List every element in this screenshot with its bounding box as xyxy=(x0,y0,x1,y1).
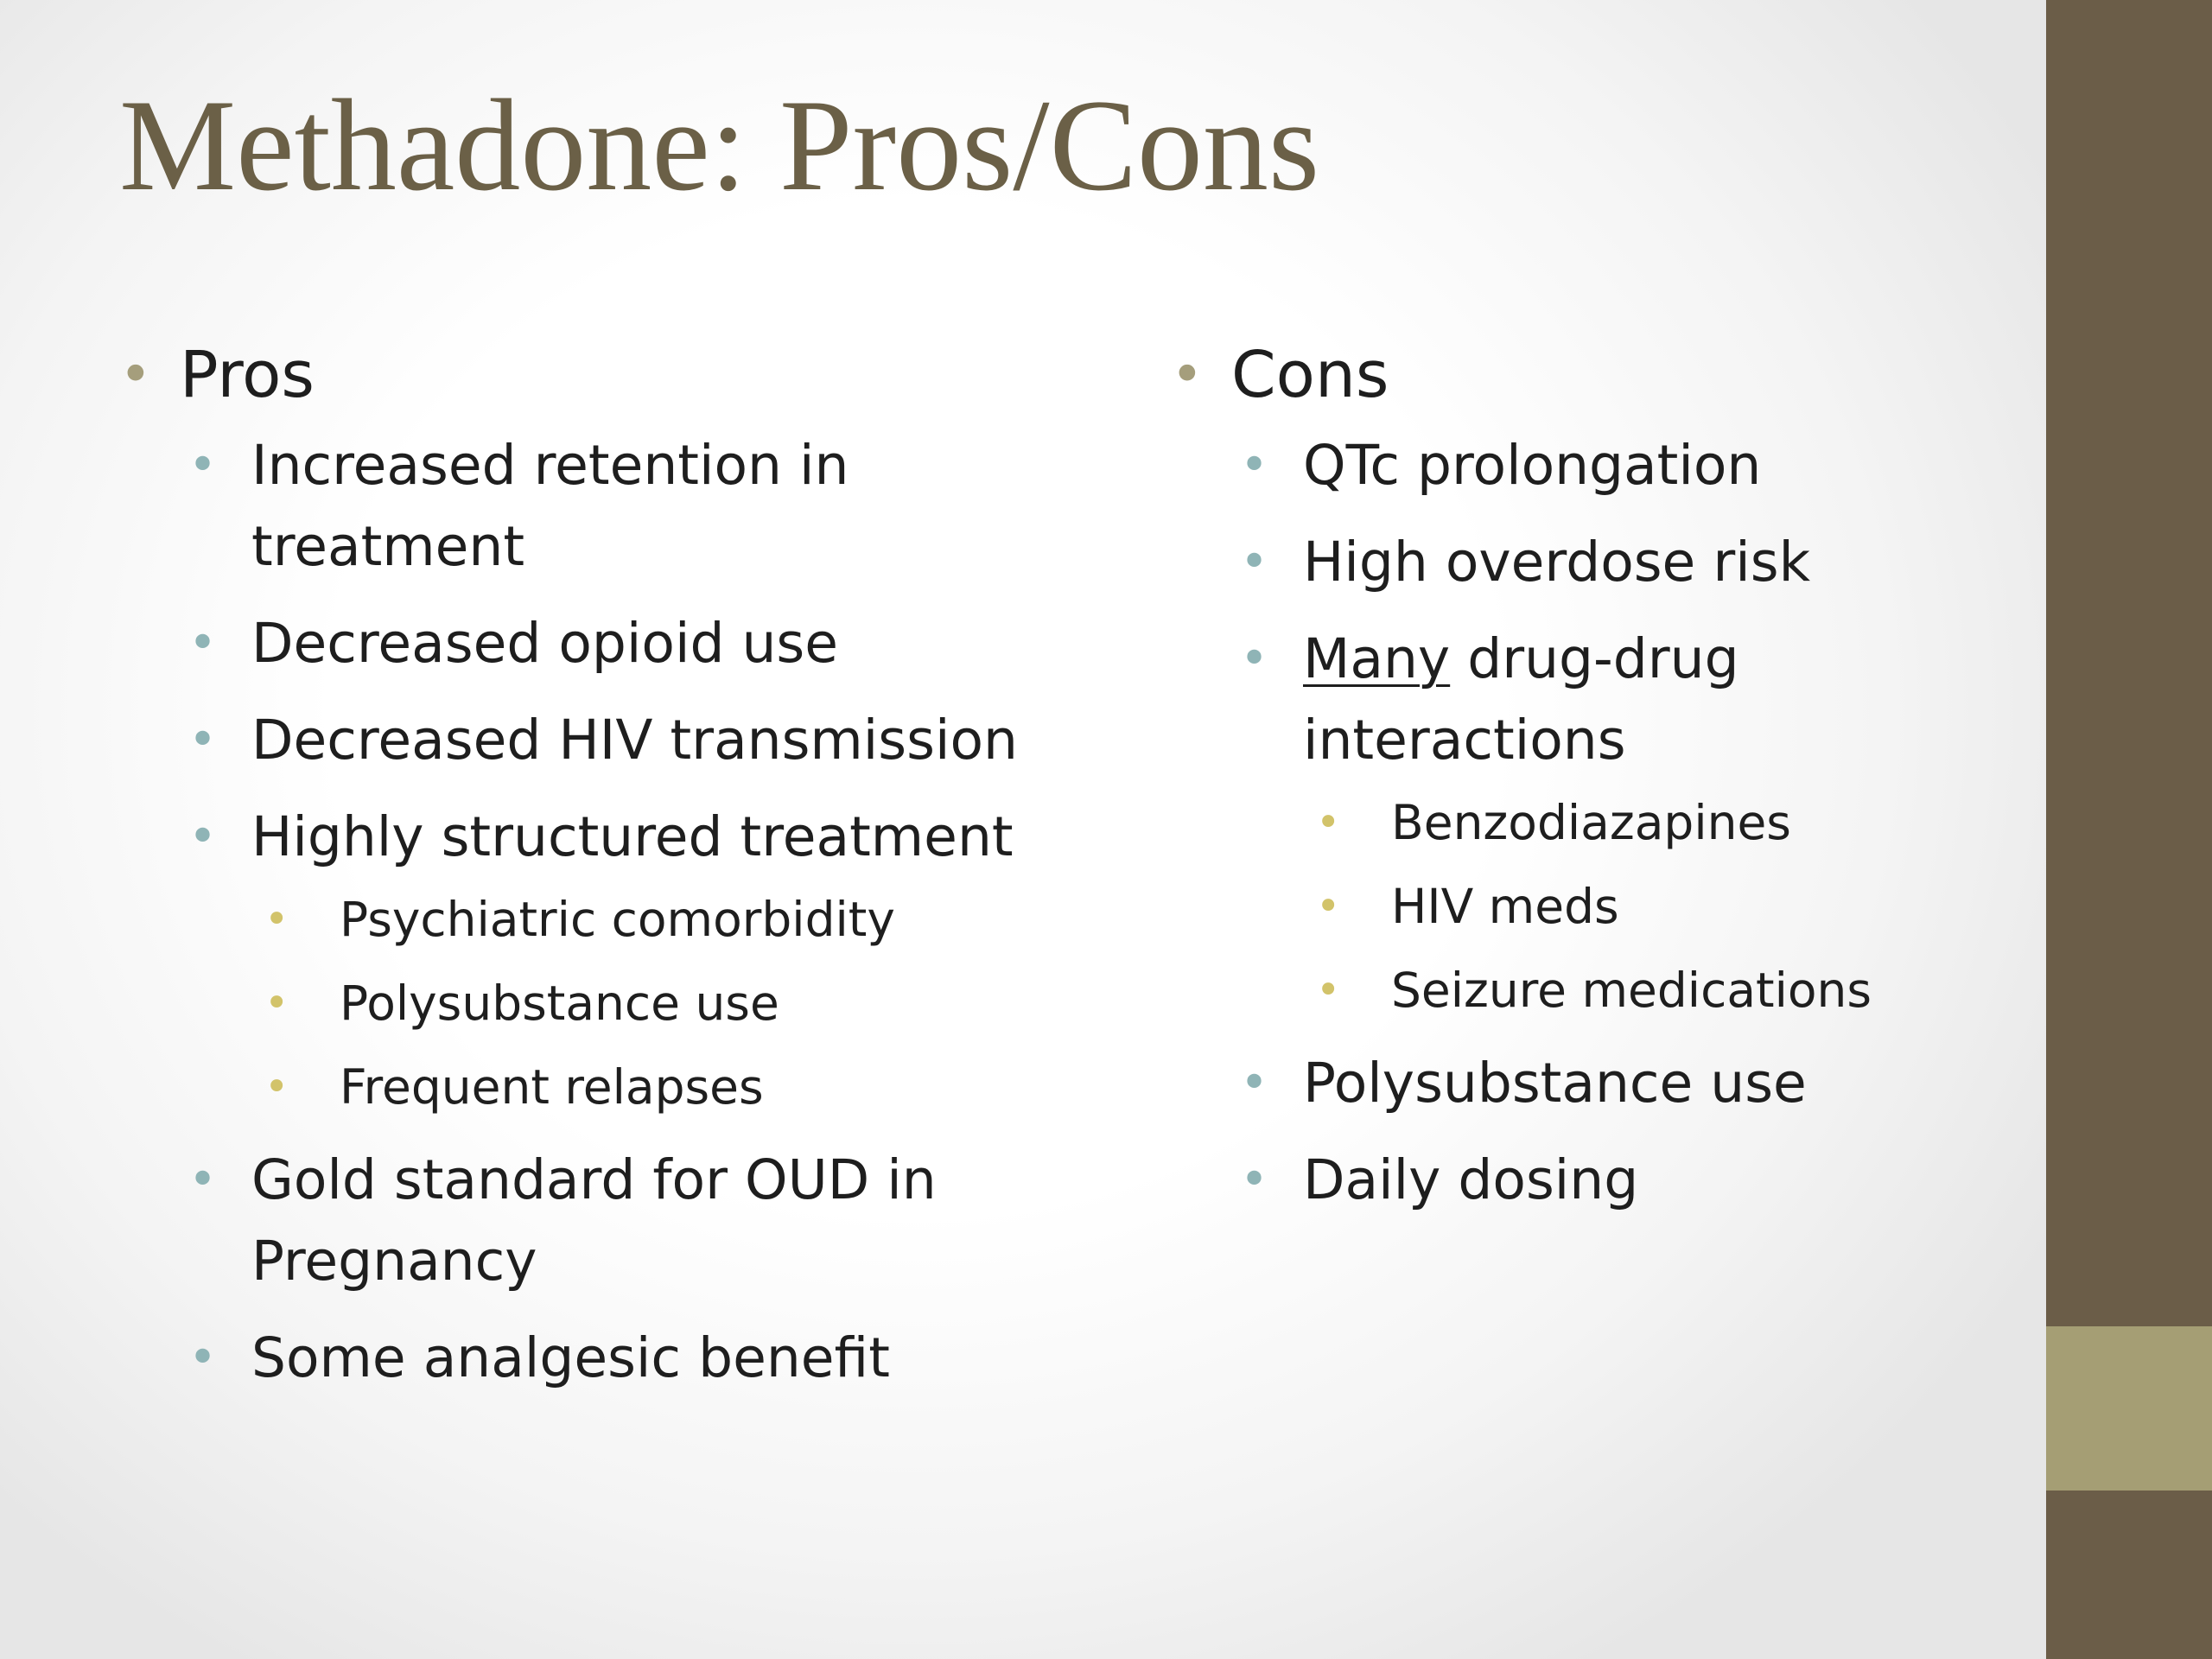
sub-list-item xyxy=(251,962,1139,1046)
bullet-icon: • xyxy=(188,615,218,671)
list-item-text: High overdose risk xyxy=(1303,531,1811,594)
sub-list xyxy=(1303,781,2035,1033)
emphasis-text: Many xyxy=(1303,627,1451,690)
list-item xyxy=(1231,619,2035,1033)
list-item xyxy=(1231,1140,2035,1221)
bullet-icon: • xyxy=(188,437,218,493)
bullet-icon: • xyxy=(188,712,218,768)
bullet-icon: • xyxy=(1316,882,1341,931)
list-item xyxy=(180,700,1139,781)
bullet-icon: • xyxy=(188,1152,218,1208)
list-item-text: QTc prolongation xyxy=(1303,434,1762,497)
bullet-icon: • xyxy=(264,895,289,944)
cons-heading: Cons xyxy=(1231,338,1389,412)
bullet-icon: • xyxy=(1240,1152,1269,1208)
sub-list-item xyxy=(1303,781,2035,865)
sub-list-item xyxy=(1303,865,2035,949)
bullet-icon: • xyxy=(1316,798,1341,847)
list-item-text: drug-drug interactions xyxy=(1303,627,1739,772)
list-item-text: Decreased HIV transmission xyxy=(251,709,1018,772)
pros-list xyxy=(180,425,1139,1399)
list-item-text: Highly structured treatment xyxy=(251,805,1014,868)
list-item-text: Polysubstance use xyxy=(1303,1052,1807,1115)
sub-list-item-text: Seizure medications xyxy=(1391,963,1872,1018)
bullet-icon: • xyxy=(1316,966,1341,1014)
list-item-text: Increased retention in treatment xyxy=(251,434,849,578)
sub-list-item-text: Polysubstance use xyxy=(340,976,779,1031)
sub-list-item xyxy=(251,878,1139,962)
bullet-icon: • xyxy=(1240,1055,1269,1111)
bullet-icon: • xyxy=(1240,631,1269,687)
list-item-text: Some analgesic benefit xyxy=(251,1326,890,1389)
bullet-icon: • xyxy=(1240,437,1269,493)
bullet-icon: • xyxy=(188,1330,218,1386)
list-item xyxy=(180,1318,1139,1399)
cons-heading-item xyxy=(1171,330,2035,1221)
cons-column xyxy=(1171,330,2035,1236)
list-item xyxy=(1231,1043,2035,1124)
sub-list xyxy=(251,878,1139,1129)
bullet-icon: • xyxy=(119,343,152,407)
pros-column xyxy=(119,330,1139,1414)
bullet-icon: • xyxy=(188,809,218,865)
list-item xyxy=(180,1140,1139,1302)
sub-list-item-text: Frequent relapses xyxy=(340,1059,764,1115)
sub-list-item-text: HIV meds xyxy=(1391,879,1619,934)
list-item-text: Gold standard for OUD in Pregnancy xyxy=(251,1148,937,1293)
list-item xyxy=(1231,425,2035,506)
sub-list-item xyxy=(1303,949,2035,1033)
side-accent xyxy=(2046,1326,2212,1491)
list-item-text: Decreased opioid use xyxy=(251,612,839,675)
bullet-icon: • xyxy=(264,1063,289,1111)
cons-list xyxy=(1231,425,2035,1221)
bullet-icon: • xyxy=(264,979,289,1027)
pros-heading: Pros xyxy=(180,338,315,412)
slide-title: Methadone: Pros/Cons xyxy=(119,73,1320,218)
bullet-icon: • xyxy=(1171,343,1204,407)
pros-heading-item xyxy=(119,330,1139,1399)
bullet-icon: • xyxy=(1240,534,1269,590)
list-item xyxy=(180,797,1139,1129)
list-item xyxy=(1231,522,2035,603)
sub-list-item xyxy=(251,1046,1139,1129)
list-item-text: Daily dosing xyxy=(1303,1148,1639,1211)
sub-list-item-text: Benzodiazapines xyxy=(1391,795,1791,850)
sub-list-item-text: Psychiatric comorbidity xyxy=(340,892,895,947)
list-item xyxy=(180,425,1139,588)
list-item xyxy=(180,603,1139,684)
